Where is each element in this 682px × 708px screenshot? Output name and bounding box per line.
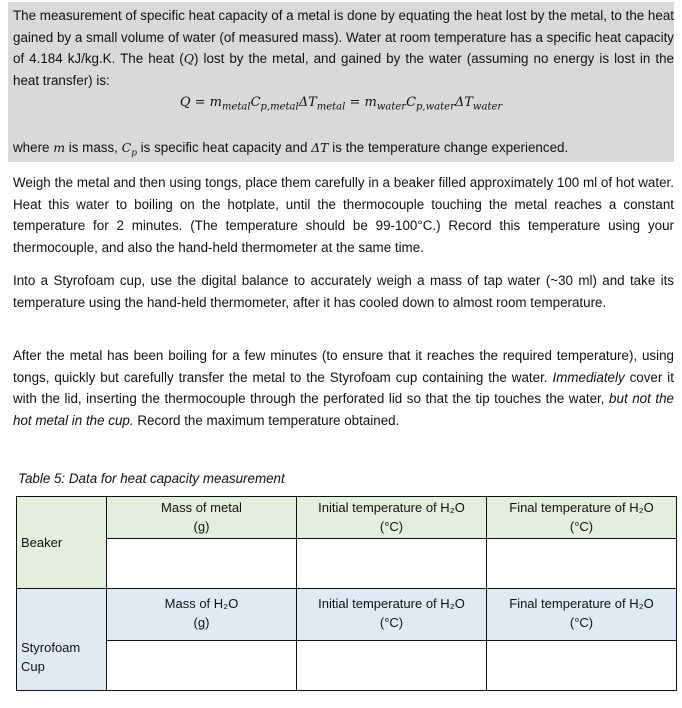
step3-text-c: cover it with the lid, inserting the thermocouple through the perforated lid so that the tip touches the water, <box>13 369 674 406</box>
header-initial-temp-2-unit: (°C) <box>379 615 404 630</box>
header-mass-water <box>107 589 297 641</box>
header-mass-metal <box>107 497 297 539</box>
header-initial-temp-2-text: Initial temperature of H₂O <box>318 596 465 611</box>
where-line: where m is mass, $C_p$ is specific heat capacity and ΔT is the temperature change experienced. <box>13 140 569 159</box>
styrofoam-label: Styrofoam Cup <box>21 639 81 674</box>
header-final-temp-1 <box>487 497 677 539</box>
data-table <box>16 496 677 691</box>
header-initial-temp-1 <box>297 497 487 539</box>
step-paragraph-2: Into a Styrofoam cup, use the digital balance to accurately weigh a mass of tap water (~30 ml) and take its temperature using the hand-held thermometer, after it has cooled down to almost room temperature. <box>13 273 674 310</box>
heat-equation: $Q = m_{metal}C_{p,metal}\Delta T_{metal} = m_{water}C_{p,water}\Delta T_{water}$ <box>179 95 503 113</box>
header-final-temp-1-text: Final temperature of H₂O <box>509 500 654 515</box>
table-header-row-2 <box>17 589 677 641</box>
step3-emphasis-immediately: Immediately <box>552 369 625 385</box>
header-final-temp-2-unit: (°C) <box>569 615 594 630</box>
beaker-label: Beaker <box>21 535 63 550</box>
header-initial-temp-2 <box>297 589 487 641</box>
header-initial-temp-1-unit: (°C) <box>379 519 404 534</box>
step-paragraph-1: Weigh the metal and then using tongs, place them carefully in a beaker filled approximately 100 ml of hot water. Heat this water to boiling on the hotplate, until the thermocouple touching the metal reaches a constant temperature for 2 minutes. (The temperature should be 99-100°C.) Record this temperature using your thermocouple, and also the hand-held thermometer at the same time. <box>13 175 674 255</box>
step-paragraph-3 <box>13 345 674 431</box>
header-final-temp-1-unit: (°C) <box>569 519 594 534</box>
styrofoam-data-row <box>17 641 677 691</box>
beaker-data-row <box>17 539 677 589</box>
beaker-final-temp-cell[interactable] <box>487 539 677 589</box>
styrofoam-label-cell <box>17 589 107 691</box>
beaker-initial-temp-cell[interactable] <box>297 539 487 589</box>
header-mass-metal-unit: (g) <box>193 519 210 534</box>
styrofoam-mass-water-cell[interactable] <box>107 641 297 691</box>
header-final-temp-2 <box>487 589 677 641</box>
step3-text-a: After the metal has been boiling for a few minutes (to ensure that it reaches the required temperature), using tongs, quickly but carefully transfer the metal to the Styrofoam cup containing the water. <box>13 348 674 385</box>
styrofoam-initial-temp-cell[interactable] <box>297 641 487 691</box>
header-final-temp-2-text: Final temperature of H₂O <box>509 596 654 611</box>
step3-text-e: Record the maximum temperature obtained. <box>137 412 400 428</box>
table-header-row-1 <box>17 497 677 539</box>
header-mass-water-text: Mass of H₂O <box>164 596 239 611</box>
beaker-label-cell <box>17 497 107 589</box>
table-caption: Table 5: Data for heat capacity measurement <box>18 471 285 486</box>
header-mass-water-unit: (g) <box>193 615 210 630</box>
header-initial-temp-1-text: Initial temperature of H₂O <box>318 500 465 515</box>
step3-emphasis-not-metal: but not the hot metal in the cup. <box>13 391 674 428</box>
header-mass-metal-text: Mass of metal <box>161 500 242 515</box>
styrofoam-final-temp-cell[interactable] <box>487 641 677 691</box>
intro-paragraph: The measurement of specific heat capacity of a metal is done by equating the heat lost by the metal, to the heat gained by a small volume of water (of measured mass). Water at room temperature has a specific heat capacity of 4.184 kJ/kg.K. The heat (Q) lost by the metal, and gained by the water (assuming no energy is lost in the heat transfer) is: <box>13 8 674 88</box>
beaker-mass-metal-cell[interactable] <box>107 539 297 589</box>
